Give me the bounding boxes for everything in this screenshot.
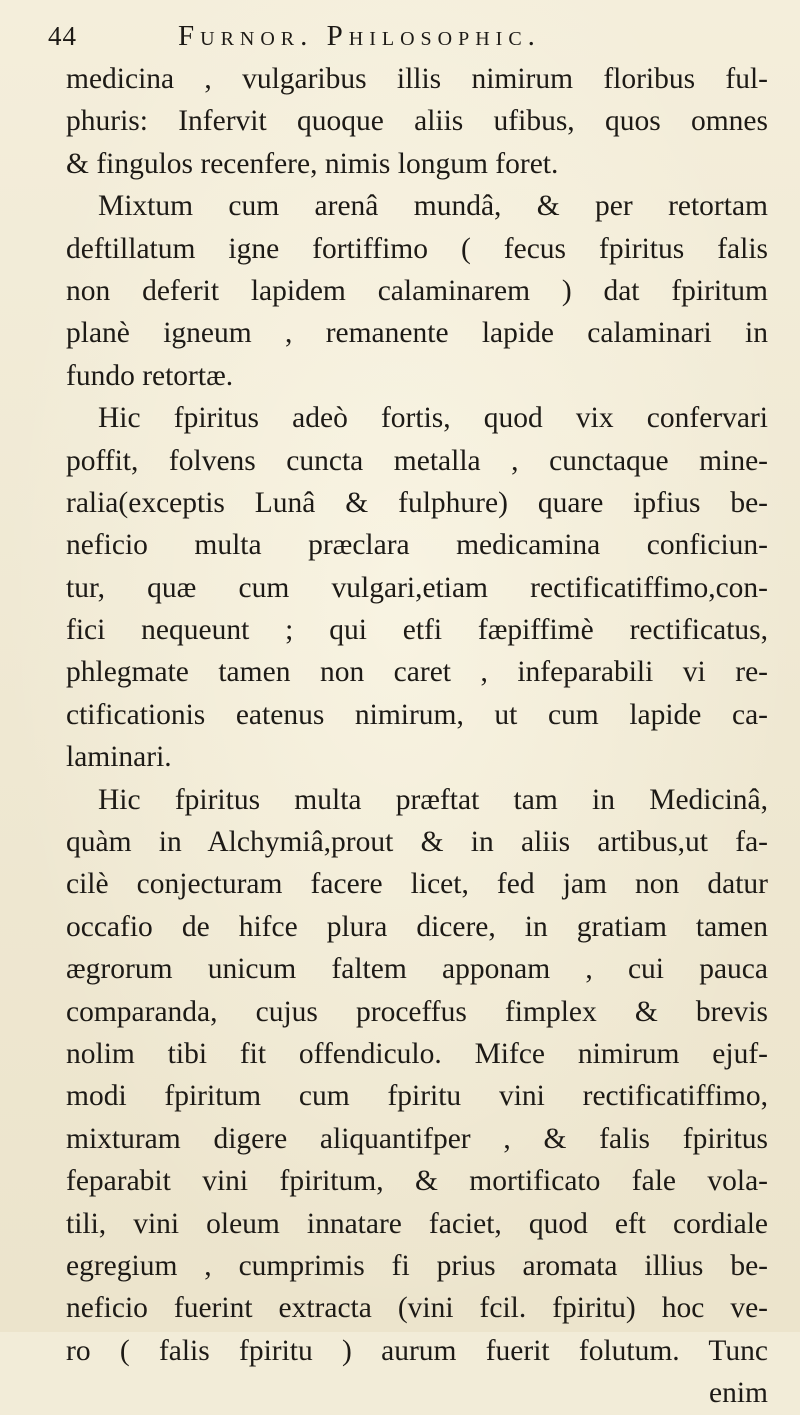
text-line: comparanda, cujus proceffus fimplex & brevis — [66, 995, 768, 1028]
text-line: fici nequeunt ; qui etfi fæpiffimè rectificatus, — [66, 614, 768, 647]
text-line: tili, vini oleum innatare faciet, quod eft cordiale — [66, 1207, 768, 1240]
text-line: nolim tibi fit offendiculo. Mifce nimirum ejuf- — [66, 1037, 768, 1070]
text-line: cilè conjecturam facere licet, fed jam non datur — [66, 868, 768, 901]
text-line: & fingulos recenfere, nimis longum foret. — [66, 147, 559, 180]
running-head: Furnor. Philosophic. — [178, 20, 541, 52]
text-line: ralia(exceptis Lunâ & fulphure) quare ipfius be- — [66, 486, 768, 519]
text-line: laminari. — [66, 741, 172, 774]
text-line: phuris: Infervit quoque aliis ufibus, quos omnes — [66, 105, 768, 138]
text-line: medicina , vulgaribus illis nimirum floribus ful- — [66, 63, 768, 95]
text-line: phlegmate tamen non caret , infeparabili vi re- — [66, 656, 768, 689]
text-line: Hic fpiritus adeò fortis, quod vix confervari — [98, 402, 768, 435]
text-line: deftillatum igne fortiffimo ( fecus fpiritus falis — [66, 232, 768, 265]
text-line: modi fpiritum cum fpiritu vini rectificatiffimo, — [66, 1080, 768, 1113]
text-line: quàm in Alchymiâ,prout & in aliis artibus,ut fa- — [66, 826, 768, 859]
text-line: Hic fpiritus multa præftat tam in Medicinâ, — [98, 783, 768, 816]
text-line: neficio fuerint extracta (vini fcil. fpiritu) hoc ve- — [66, 1292, 768, 1325]
text-line: non deferit lapidem calaminarem ) dat fpiritum — [66, 274, 768, 307]
text-line: egregium , cumprimis fi prius aromata illius be- — [66, 1249, 768, 1282]
text-line: ctificationis eatenus nimirum, ut cum lapide ca- — [66, 698, 768, 731]
text-line: feparabit vini fpiritum, & mortificato fale vola- — [66, 1165, 768, 1198]
text-block — [66, 58, 768, 1415]
text-line: poffit, folvens cuncta metalla , cunctaque mine- — [66, 444, 768, 477]
text-line: Mixtum cum arenâ mundâ, & per retortam — [98, 190, 768, 223]
catchword: enim — [709, 1377, 768, 1410]
text-line: planè igneum , remanente lapide calaminari in — [66, 317, 768, 350]
page-number: 44 — [48, 21, 77, 51]
text-line: occafio de hifce plura dicere, in gratiam tamen — [66, 910, 768, 943]
text-line: fundo retortæ. — [66, 359, 234, 392]
text-line: mixturam digere aliquantifper , & falis fpiritus — [66, 1122, 768, 1155]
text-line: ægrorum unicum faltem apponam , cui pauca — [66, 953, 768, 986]
text-line: tur, quæ cum vulgari,etiam rectificatiffimo,con- — [66, 571, 768, 604]
text-line: ro ( falis fpiritu ) aurum fuerit folutum. Tunc — [66, 1334, 768, 1367]
text-line: neficio multa præclara medicamina conficiun- — [66, 529, 768, 562]
